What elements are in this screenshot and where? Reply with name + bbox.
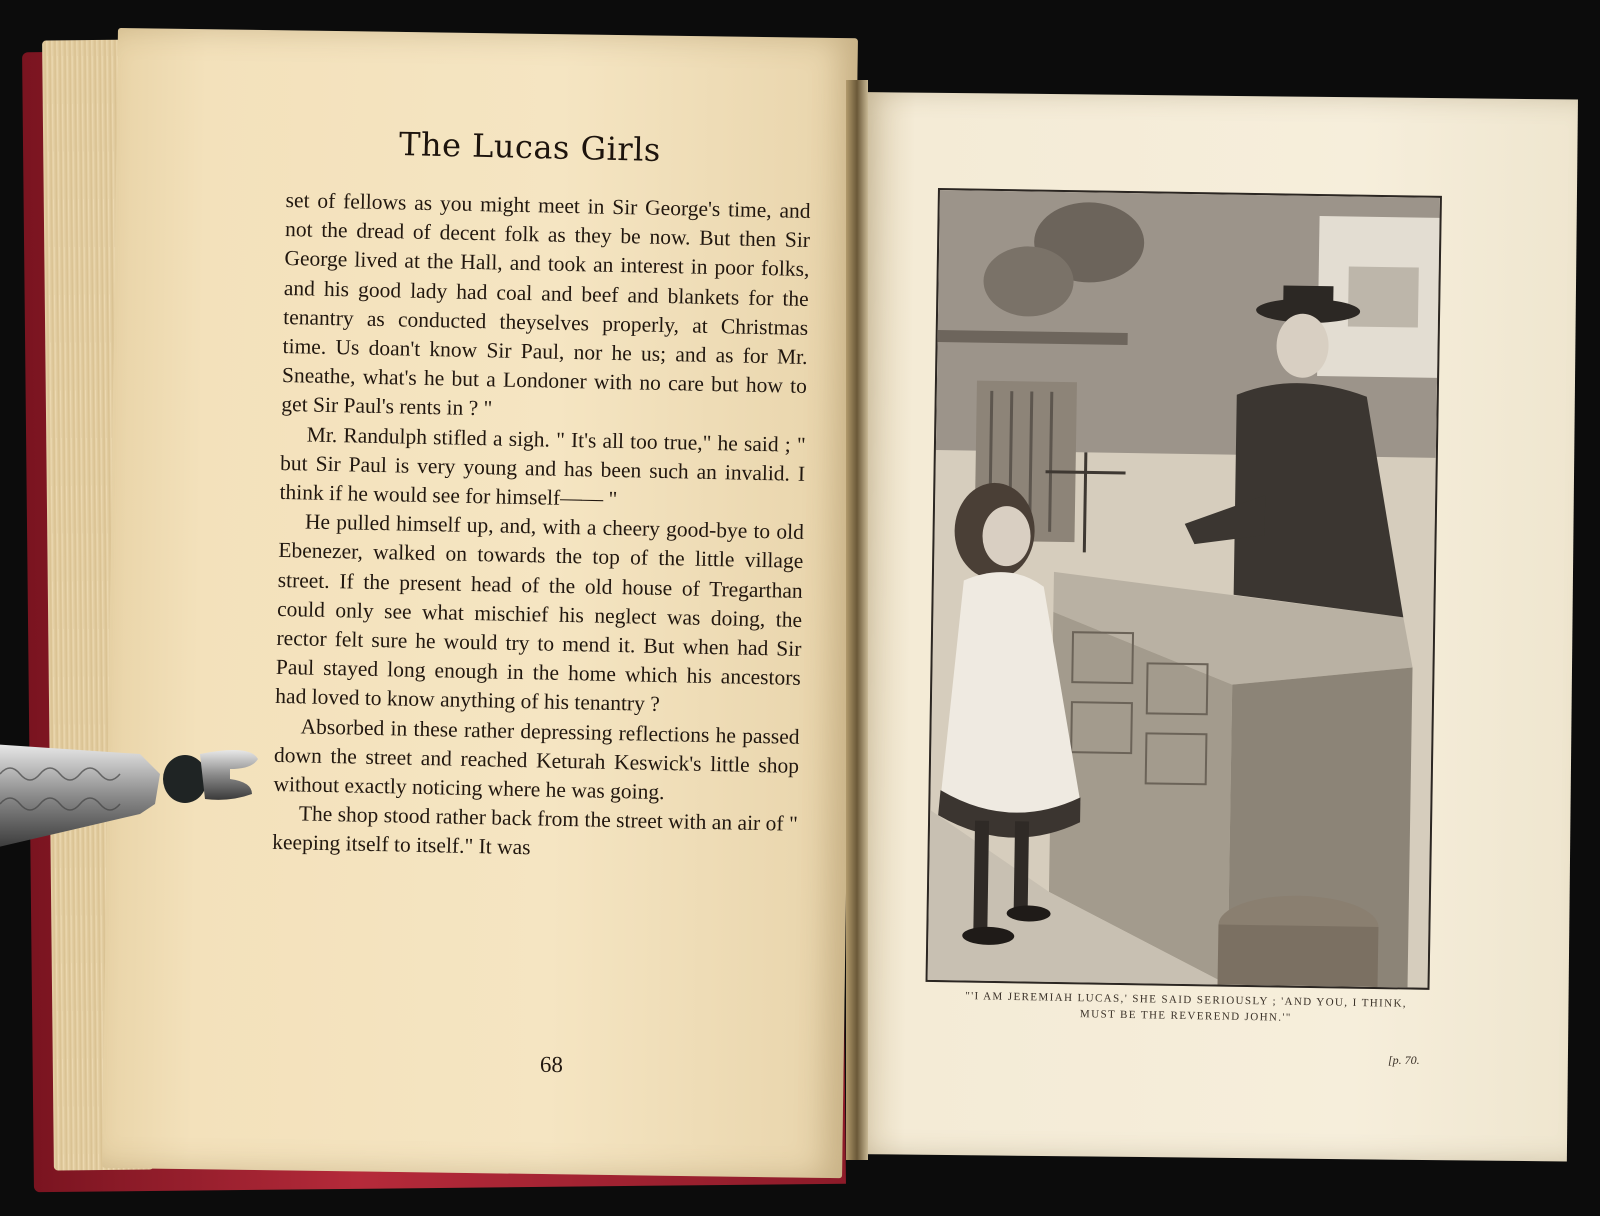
paragraph-1: set of fellows as you might meet in Sir George's time, and not the dread of decent folk as they be now. But then Sir George lived at the Hall, and took an interest in poor folks, and his good lady had coal and beef and blankets for the tenantry as conducted theyselves properly, at Christmas time. Us doan't know Sir Paul, nor he us; and as for Mr. Sneathe, what's he but a Londoner with no care but how to get Sir Paul's rents in ? ": [281, 187, 811, 421]
illustration-plate: [926, 188, 1442, 990]
caption-line-2: MUST BE THE REVEREND JOHN.'": [1079, 1008, 1292, 1024]
paragraph-4: Absorbed in these rather depressing reflections he passed down the street and reached Keturah Keswick's little shop without exactly noticing where he was going.: [273, 714, 800, 805]
body-text: [272, 186, 811, 869]
paragraph-2: Mr. Randulph stifled a sigh. " It's all too true," he said ; " but Sir Paul is very young and has been such an invalid. I think if he would see for himself—— ": [279, 422, 806, 512]
paragraph-5: The shop stood rather back from the street with an air of " keeping itself to itself." It was: [272, 801, 798, 860]
plate-page-reference: [p. 70.: [1388, 1053, 1420, 1067]
illustration-drawing: [928, 190, 1440, 988]
book-gutter: [846, 80, 868, 1160]
running-head: The Lucas Girls: [398, 125, 662, 169]
paragraph-3: He pulled himself up, and, with a cheery good-bye to old Ebenezer, walked on towards the top of the little village street. If the present head of the old house of Tregarthan could only see what mischief his neglect was doing, the rector felt sure he would try to mend it. But when had Sir Paul stayed long enough in the home which his ancestors had loved to know anything of his tenantry ?: [275, 509, 805, 717]
caption-line-1: "'I AM JEREMIAH LUCAS,' SHE SAID SERIOUSLY ; 'AND YOU, I THINK,: [965, 990, 1408, 1010]
hand-page-clip-icon: [0, 724, 290, 854]
page-number: 68: [539, 1051, 564, 1078]
